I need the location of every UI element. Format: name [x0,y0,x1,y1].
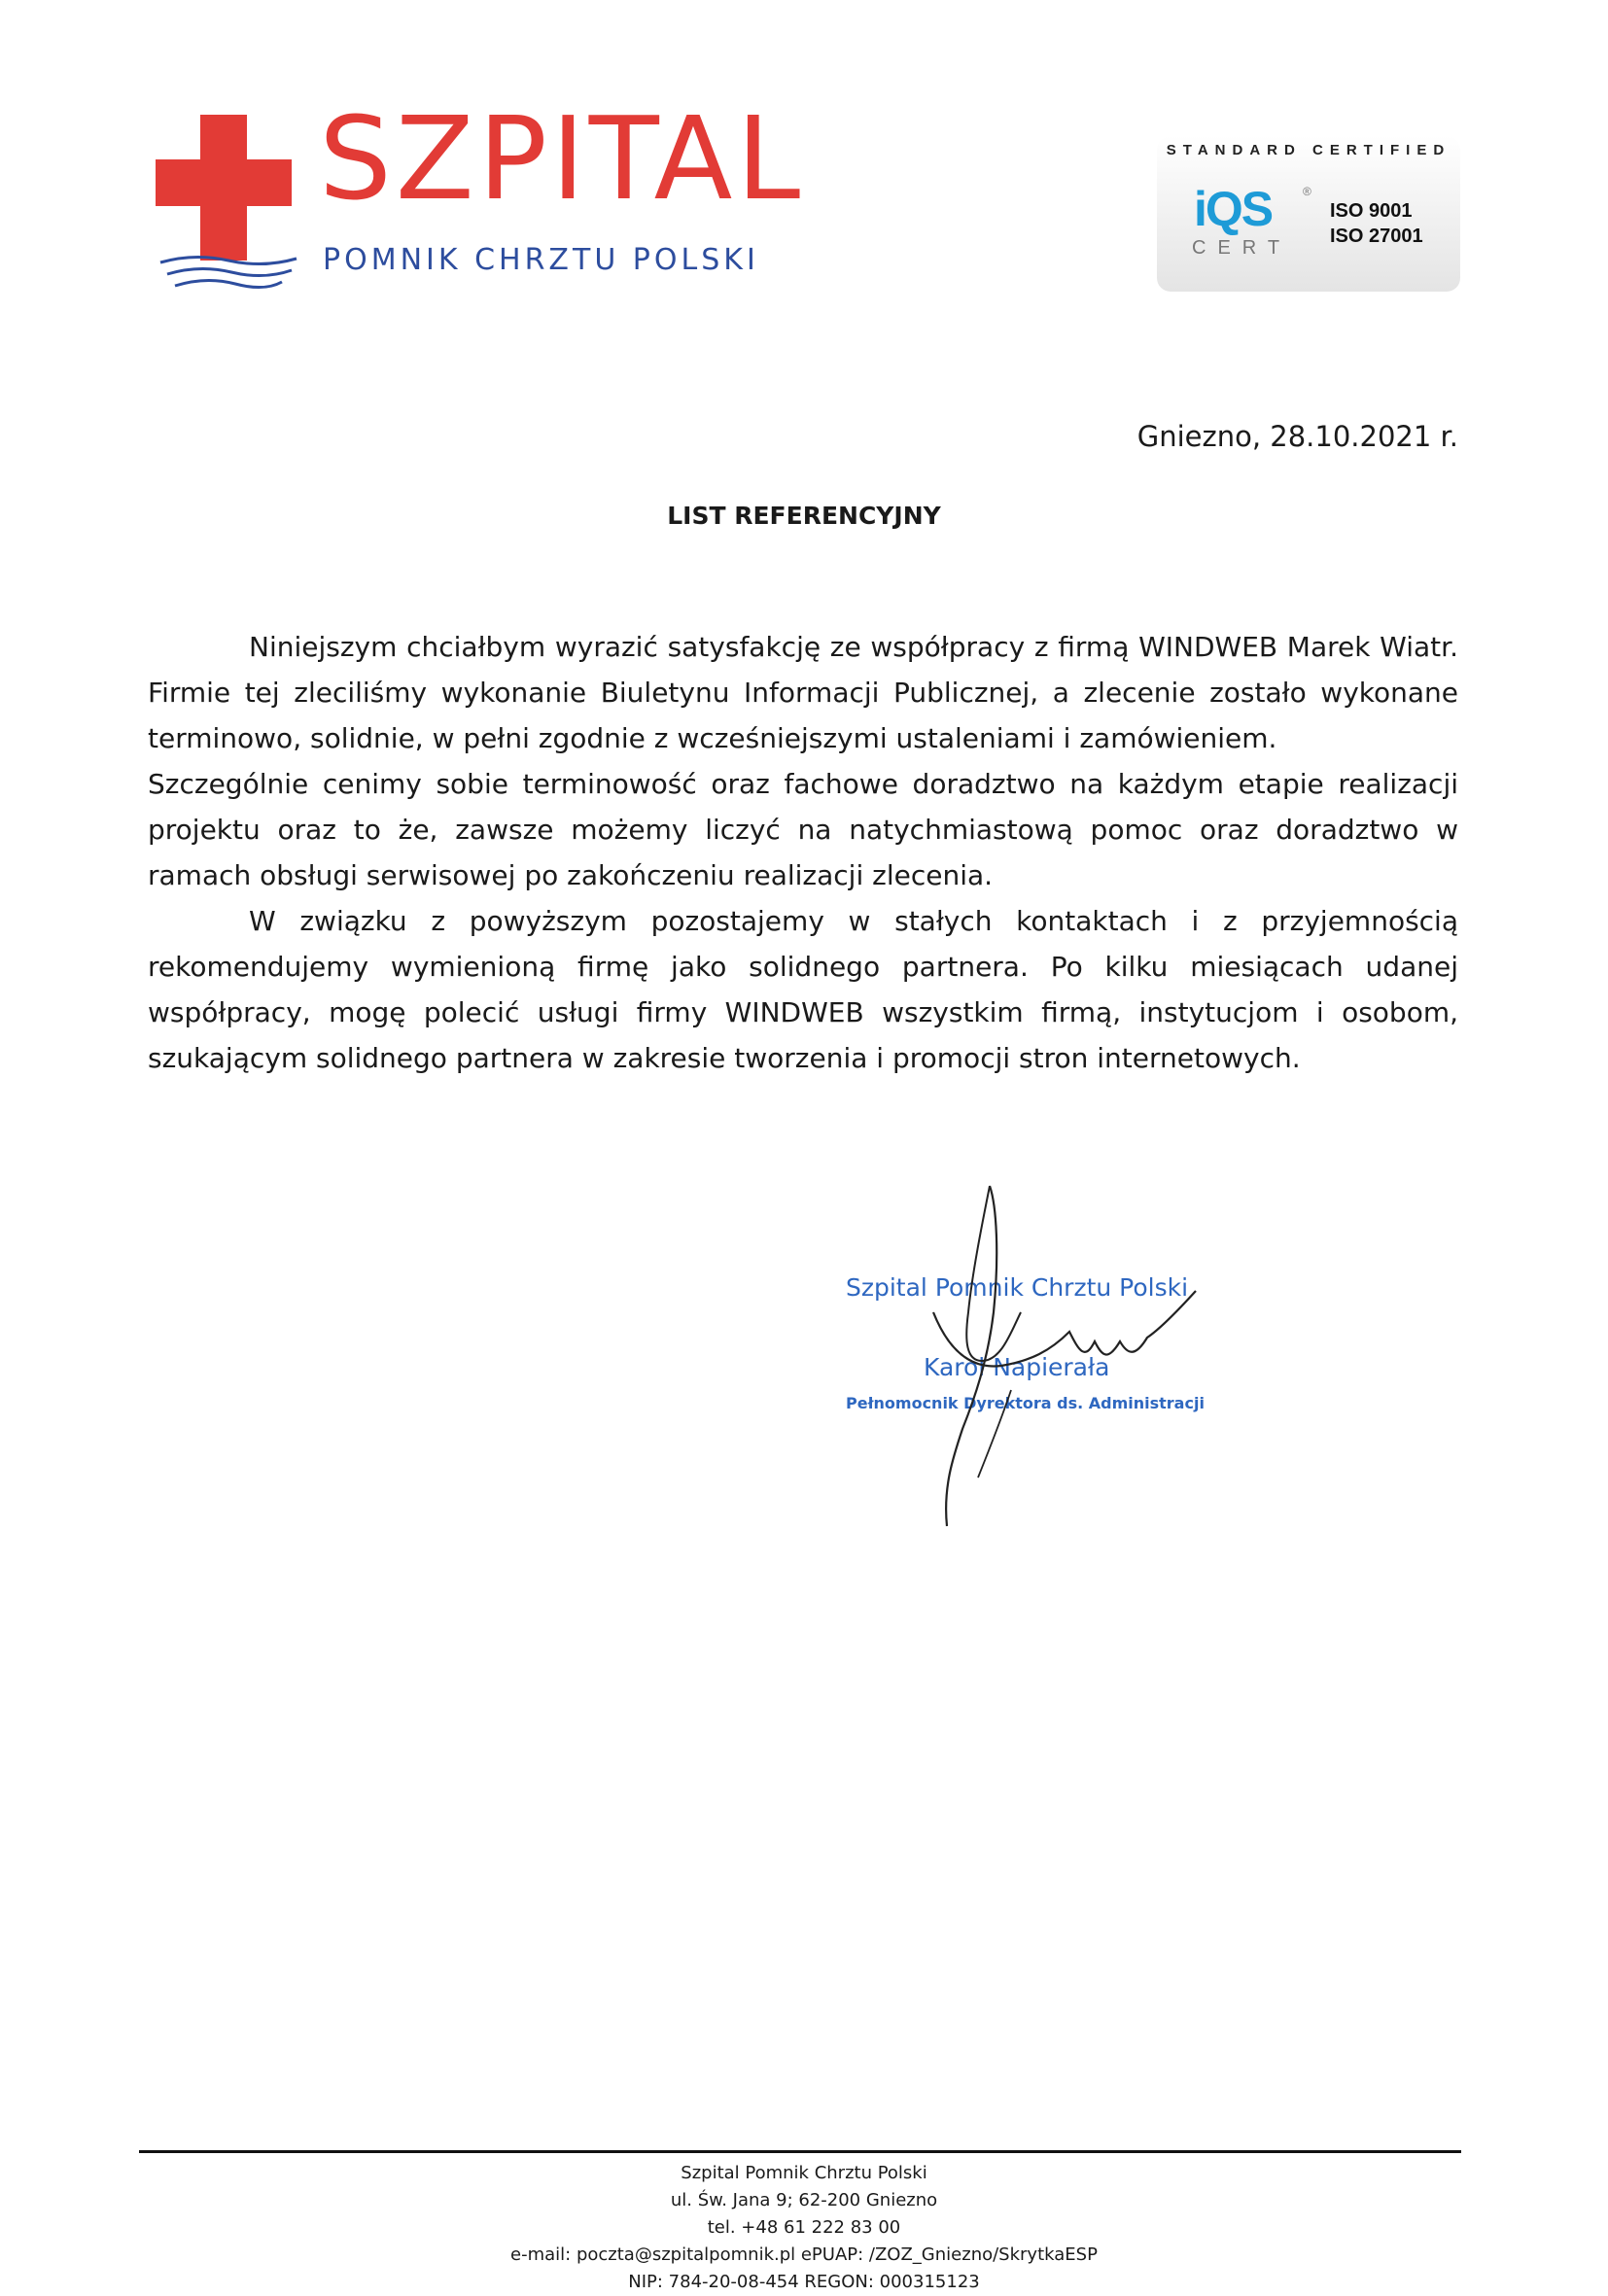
logo-wordmark: SZPITAL [319,91,805,226]
iso-27001: ISO 27001 [1330,226,1423,247]
handwritten-signature [904,1166,1235,1546]
cert-standard-text: STANDARD CERTIFIED [1166,142,1451,158]
footer-email: e-mail: poczta@szpitalpomnik.pl ePUAP: /ZOZ_Gniezno/SkrytkaESP [510,2244,1098,2265]
letter-body [148,624,1458,1081]
footer-address: ul. Św. Jana 9; 62-200 Gniezno [670,2190,938,2210]
footer-tax-ids: NIP: 784-20-08-454 REGON: 000315123 [628,2272,980,2292]
iqs-logo [1184,182,1311,262]
logo-subtitle: POMNIK CHRZTU POLSKI [323,243,759,277]
hospital-logo [146,91,805,311]
footer-divider [139,2150,1461,2153]
stamp-organization: Szpital Pomnik Chrztu Polski [846,1273,1189,1302]
iqs-cert-text: CERT [1192,237,1292,259]
iso-9001: ISO 9001 [1330,200,1413,222]
stamp-name: Karol Napierała [924,1353,1110,1381]
body-paragraph-3: W związku z powyższym pozostajemy w stałych kontaktach i z przyjemnością rekomendujemy wymienioną firmę jako solidnego partnera. Po kilku miesiącach udanej współpracy, mogę polecić usługi firmy WINDWEB wszystkim firmą, instytucjom i osobom, szukającym solidnego partnera w zakresie tworzenia i promocji stron internetowych. [148,905,1458,1074]
letter-title: LIST REFERENCYJNY [667,502,941,530]
registered-mark: ® [1303,185,1311,198]
body-paragraph-1: Niniejszym chciałbym wyrazić satysfakcję ze współpracy z firmą WINDWEB Marek Wiatr. Firmie tej zleciliśmy wykonanie Biuletynu Informacji Publicznej, a zlecenie zostało wykonane terminowo, solidnie, w pełni zgodnie z wcześniejszymi ustaleniami i zamówieniem. [148,631,1458,754]
waves-icon [156,251,301,299]
stamp-role: Pełnomocnik Dyrektora ds. Administracji [846,1394,1205,1412]
iqs-certificate-badge [1157,136,1460,292]
footer-org: Szpital Pomnik Chrztu Polski [681,2163,927,2183]
red-cross-bar [156,159,292,206]
footer-phone: tel. +48 61 222 83 00 [707,2217,901,2238]
letter-date: Gniezno, 28.10.2021 r. [1136,420,1458,453]
iqs-brand: iQS [1194,182,1273,236]
iso-list [1330,198,1423,249]
body-paragraph-2: Szczególnie cenimy sobie terminowość oraz fachowe doradztwo na każdym etapie realizacji projektu oraz to że, zawsze możemy liczyć na natychmiastową pomoc oraz doradztwo w ramach obsługi serwisowej po zakończeniu realizacji zlecenia. [148,768,1458,891]
letter-footer [0,2160,1608,2296]
